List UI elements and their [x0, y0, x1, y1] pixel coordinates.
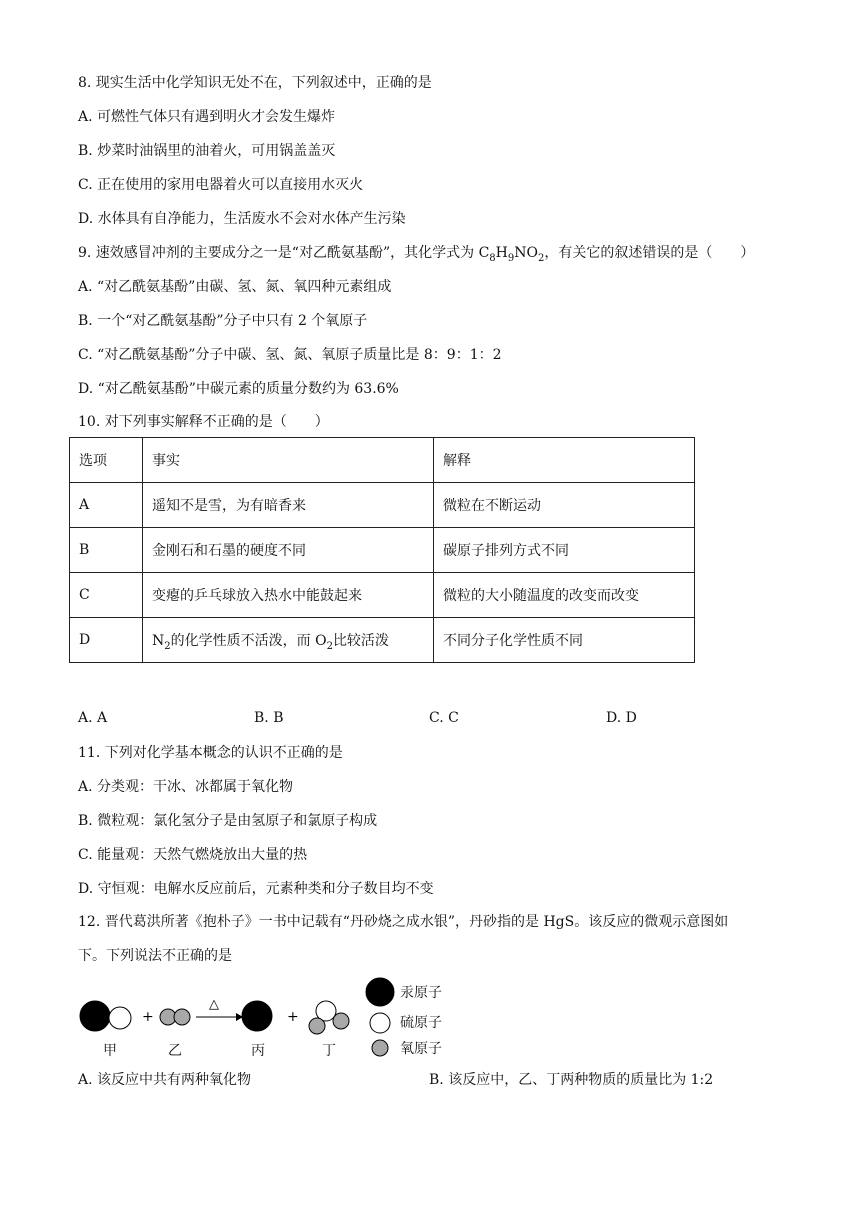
q9-option-a: A. “对乙酰氨基酚”由碳、氢、氮、氧四种元素组成 [78, 279, 392, 295]
row-fact: 变瘪的乒乓球放入热水中能鼓起来 [143, 573, 434, 618]
table-header-row [70, 438, 695, 483]
row-fact [143, 618, 434, 663]
row-fact: 金刚石和石墨的硬度不同 [143, 528, 434, 573]
q12-stem-line1: 12. 晋代葛洪所著《抱朴子》一书中记载有“丹砂烧之成水银”，丹砂指的是 HgS。该反应的微观示意图如 [78, 914, 729, 930]
row-option: A [70, 483, 143, 528]
formula-sub-2: 2 [538, 252, 545, 264]
fact-n: N [152, 633, 165, 649]
q10-stem: 10. 对下列事实解释不正确的是（ ） [78, 414, 329, 430]
q11-option-b: B. 微粒观：氯化氢分子是由氢原子和氯原子构成 [78, 813, 378, 829]
q8-option-c: C. 正在使用的家用电器着火可以直接用水灭火 [78, 177, 364, 193]
q9-stem-prefix: 9. 速效感冒冲剂的主要成分之一是“对乙酰氨基酚”，其化学式为 C [78, 245, 490, 261]
legend-sulfur-icon [370, 1013, 390, 1033]
q11-option-c: C. 能量观：天然气燃烧放出大量的热 [78, 847, 308, 863]
legend-mercury-label: 汞原子 [400, 985, 442, 1001]
q10-choice-c: C. C [429, 710, 459, 726]
q11-option-d: D. 守恒观：电解水反应前后，元素种类和分子数目均不变 [78, 881, 434, 897]
formula-h: H [495, 245, 508, 261]
row-explanation: 微粒在不断运动 [434, 483, 695, 528]
heat-condition: △ [209, 997, 219, 1012]
reaction-diagram [78, 968, 478, 1068]
mercury-atom-reactant [80, 1001, 110, 1031]
q9-option-c: C. “对乙酰氨基酚”分子中碳、氢、氮、氧原子质量比是 8：9：1：2 [78, 347, 502, 363]
q8-option-b: B. 炒菜时油锅里的油着火，可用锅盖盖灭 [78, 143, 336, 159]
q9-option-d: D. “对乙酰氨基酚”中碳元素的质量分数约为 63.6% [78, 381, 399, 397]
label-bing: 丙 [251, 1043, 265, 1059]
row-option: C [70, 573, 143, 618]
q8-option-a: A. 可燃性气体只有遇到明火才会发生爆炸 [78, 109, 336, 125]
row-fact: 遥知不是雪，为有暗香来 [143, 483, 434, 528]
label-ding: 丁 [322, 1043, 336, 1059]
header-fact: 事实 [143, 438, 434, 483]
plus-sign-1: + [142, 1009, 154, 1025]
label-yi: 乙 [168, 1043, 182, 1059]
q12-option-b: B. 该反应中，乙、丁两种物质的质量比为 1:2 [429, 1072, 714, 1088]
legend-mercury-icon [366, 978, 394, 1006]
q10-choice-d: D. D [606, 710, 637, 726]
row-explanation: 碳原子排列方式不同 [434, 528, 695, 573]
q12-stem-line2: 下。下列说法不正确的是 [78, 948, 232, 964]
q10-choice-a: A. A [78, 710, 108, 726]
q9-stem-suffix: ，有关它的叙述错误的是（ ） [544, 245, 755, 261]
q12-option-a: A. 该反应中共有两种氧化物 [78, 1072, 252, 1088]
legend-sulfur-label: 硫原子 [400, 1015, 442, 1031]
q10-choice-b: B. B [254, 710, 284, 726]
formula-sub-8: 8 [489, 252, 496, 264]
label-jia: 甲 [103, 1043, 117, 1059]
q9-option-b: B. 一个“对乙酰氨基酚”分子中只有 2 个氧原子 [78, 313, 368, 329]
row-explanation: 不同分子化学性质不同 [434, 618, 695, 663]
q11-stem: 11. 下列对化学基本概念的认识不正确的是 [78, 745, 343, 761]
table-row [70, 618, 695, 663]
sulfur-atom-reactant [109, 1007, 131, 1029]
fact-n-subscript: 2 [164, 640, 171, 652]
q11-option-a: A. 分类观：干冰、冰都属于氧化物 [78, 779, 294, 795]
table-row [70, 528, 695, 573]
header-explanation: 解释 [434, 438, 695, 483]
q8-stem: 8. 现实生活中化学知识无处不在，下列叙述中，正确的是 [78, 75, 432, 91]
fact-o-subscript: 2 [326, 640, 333, 652]
plus-sign-2: + [287, 1009, 299, 1025]
fact-explanation-table [69, 437, 695, 663]
oxygen-atom [309, 1018, 325, 1034]
oxygen-atom [333, 1013, 349, 1029]
row-explanation: 微粒的大小随温度的改变而改变 [434, 573, 695, 618]
legend-oxygen-label: 氧原子 [400, 1041, 442, 1057]
fact-middle: 的化学性质不活泼，而 O [170, 633, 327, 649]
mercury-atom-product [242, 1001, 272, 1031]
table-row [70, 573, 695, 618]
q8-option-d: D. 水体具有自净能力，生活废水不会对水体产生污染 [78, 211, 406, 227]
formula-no: NO [514, 245, 538, 261]
row-option: B [70, 528, 143, 573]
legend-oxygen-icon [372, 1040, 388, 1056]
q9-stem [78, 244, 754, 262]
header-option: 选项 [70, 438, 143, 483]
fact-end: 比较活泼 [332, 633, 389, 649]
oxygen-atom [174, 1009, 190, 1025]
formula-sub-9: 9 [507, 252, 515, 264]
table-row [70, 483, 695, 528]
row-option: D [70, 618, 143, 663]
